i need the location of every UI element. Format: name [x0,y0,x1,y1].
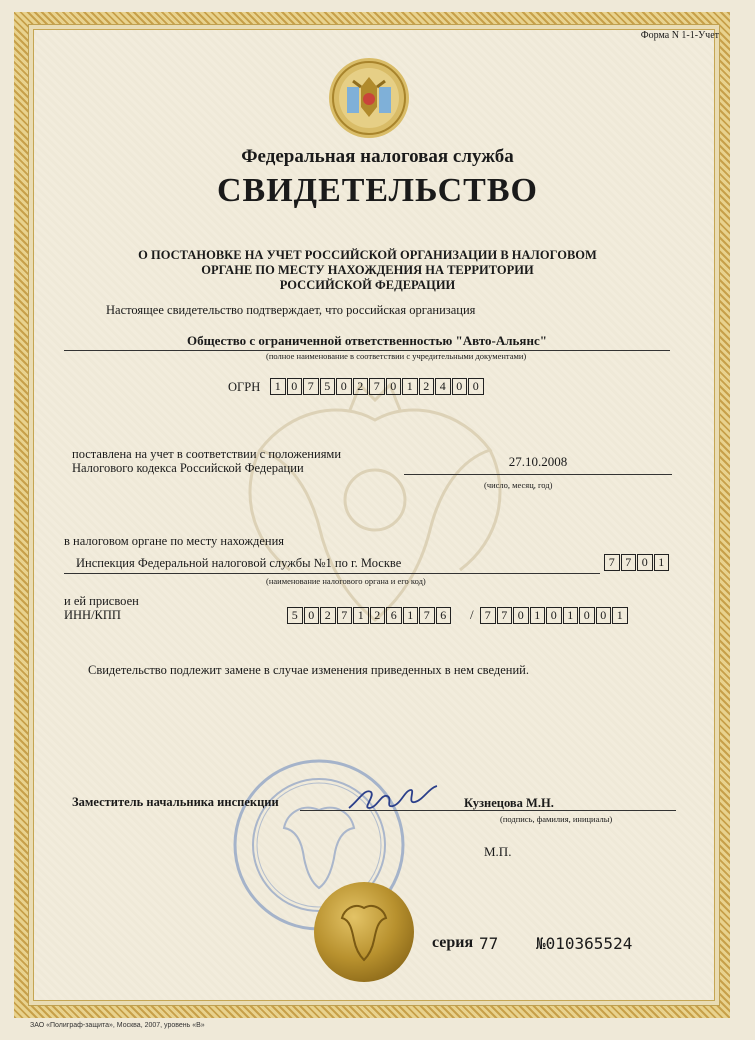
inn-kpp-label: ИНН/КПП [64,608,121,622]
ogrn-digit: 0 [468,378,484,395]
certificate-number: №010365524 [536,934,633,953]
ogrn-digit: 1 [402,378,418,395]
ogrn-digit: 5 [320,378,336,395]
ogrn-digit: 1 [270,378,286,395]
ogrn-digit: 7 [303,378,319,395]
form-number: Форма N 1-1-Учет [640,30,719,41]
kpp-digit: 7 [497,607,513,624]
series-value: 77 [479,934,499,953]
assigned-label: и ей присвоен [64,594,139,608]
kpp-digit-boxes [480,607,628,624]
kpp-digit: 0 [596,607,612,624]
inn-digit: 1 [403,607,419,624]
inn-kpp-separator: / [470,607,474,622]
series-label: серия [432,934,474,951]
organization-name: Общество с ограниченной ответственностью "Авто-Альянс" [64,333,670,351]
inn-digit: 2 [370,607,386,624]
kpp-digit: 1 [612,607,628,624]
gold-coat-of-arms-emblem-icon [328,57,410,139]
inn-digit: 6 [436,607,452,624]
inn-digit-boxes [287,607,451,624]
gold-hologram-seal-icon [312,880,416,984]
inn-digit: 7 [419,607,435,624]
ogrn-digit: 2 [353,378,369,395]
signatory-name: Кузнецова М.Н. [464,796,554,810]
ogrn-digit: 4 [435,378,451,395]
tax-authority-label: в налоговом органе по месту нахождения [64,534,285,548]
subtitle-line: РОССИЙСКОЙ ФЕДЕРАЦИИ [279,278,456,292]
tax-code-digit: 0 [637,554,653,571]
confirmation-text: Настоящее свидетельство подтверждает, что российская организация [106,303,476,317]
registration-date: 27.10.2008 [404,454,672,475]
replacement-notice: Свидетельство подлежит замене в случае изменения приведенных в нем сведений. [88,663,529,677]
inn-digit: 0 [304,607,320,624]
ogrn-digit: 0 [336,378,352,395]
document-title: СВИДЕТЕЛЬСТВО [217,172,538,209]
tax-authority-hint: (наименование налогового органа и его код) [266,576,426,586]
subtitle-line: ОРГАНЕ ПО МЕСТУ НАХОЖДЕНИЯ НА ТЕРРИТОРИИ [201,263,534,277]
printer-imprint: ЗАО «Полиграф-защита», Москва, 2007, уровень «В» [30,1022,205,1029]
document-subtitle [0,248,735,293]
registration-line: поставлена на учет в соответствии с положениями [72,447,342,461]
agency-name: Федеральная налоговая служба [241,146,514,167]
tax-code-digit: 7 [604,554,620,571]
registration-line: Налогового кодекса Российской Федерации [72,461,304,475]
inn-digit: 1 [353,607,369,624]
tax-code-digit: 1 [654,554,670,571]
kpp-digit: 0 [579,607,595,624]
kpp-digit: 0 [513,607,529,624]
registration-text [72,447,341,475]
ogrn-digit: 2 [419,378,435,395]
ogrn-digit-boxes [270,378,484,395]
inn-digit: 6 [386,607,402,624]
ogrn-digit: 0 [452,378,468,395]
subtitle-line: О ПОСТАНОВКЕ НА УЧЕТ РОССИЙСКОЙ ОРГАНИЗАЦИИ В НАЛОГОВОМ [138,248,597,262]
kpp-digit: 1 [563,607,579,624]
tax-authority-name: Инспекция Федеральной налоговой службы №1 по г. Москве [64,555,600,574]
eagle-watermark-icon [220,380,530,630]
ogrn-digit: 0 [287,378,303,395]
ogrn-digit: 7 [369,378,385,395]
kpp-digit: 0 [546,607,562,624]
inn-digit: 2 [320,607,336,624]
organization-name-hint: (полное наименование в соответствии с учредительными документами) [266,351,527,361]
kpp-digit: 1 [530,607,546,624]
tax-code-digit: 7 [621,554,637,571]
kpp-digit: 7 [480,607,496,624]
ogrn-digit: 0 [386,378,402,395]
date-hint: (число, месяц, год) [484,480,553,490]
inn-digit: 7 [337,607,353,624]
stamp-place-label: М.П. [484,844,512,859]
tax-authority-code-boxes [604,554,669,571]
signature-hint: (подпись, фамилия, инициалы) [500,814,613,824]
ogrn-label: ОГРН [228,380,261,394]
inn-digit: 5 [287,607,303,624]
signature-line [300,810,676,811]
deputy-title: Заместитель начальника инспекции [72,795,279,809]
